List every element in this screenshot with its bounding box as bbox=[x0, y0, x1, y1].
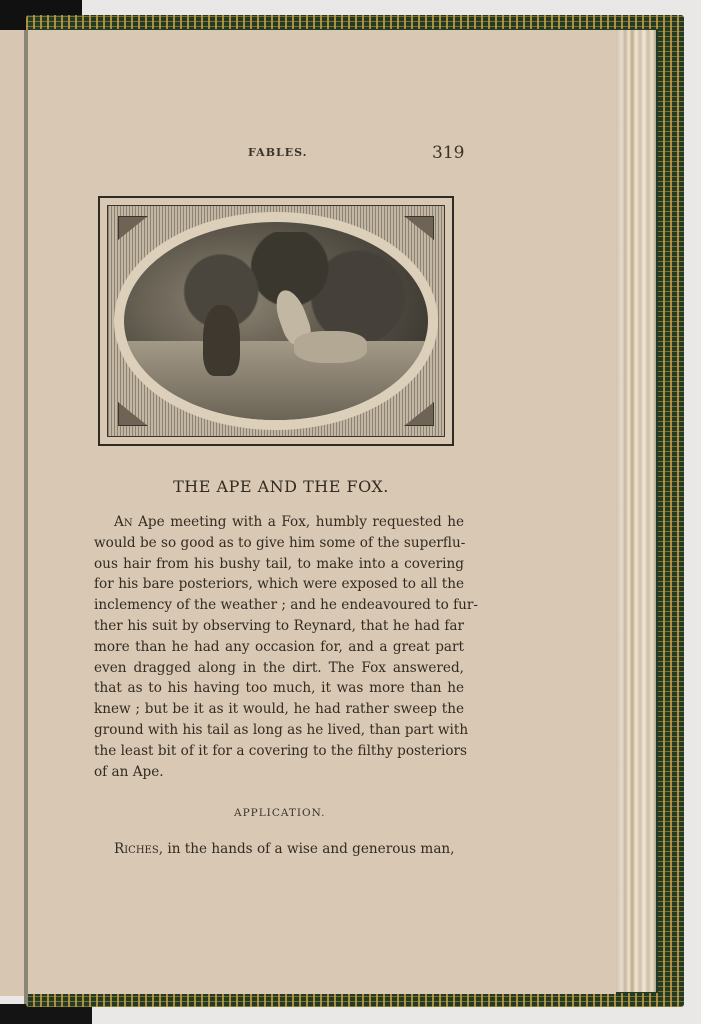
body-line: ous hair from his bushy tail, to make into a covering bbox=[94, 555, 464, 572]
body-line: for his bare posteriors, which were exposed to all the bbox=[94, 576, 464, 593]
body-line: more than he had any occasion for, and a great part bbox=[94, 638, 464, 655]
line-text: Ape meeting with a Fox, humbly requested he bbox=[132, 514, 464, 530]
body-line bbox=[94, 512, 464, 533]
application-text: , in the hands of a wise and generous man, bbox=[158, 841, 455, 857]
body-line: knew ; but be it as it would, he had rather sweep the bbox=[94, 701, 464, 718]
body-line: even dragged along in the dirt. The Fox answered, bbox=[94, 659, 464, 676]
page-number: 319 bbox=[432, 143, 465, 163]
body-line: would be so good as to give him some of the superflu- bbox=[94, 534, 466, 551]
running-head: FABLES. bbox=[248, 146, 308, 159]
body-line: the least bit of it for a covering to the filthy posteriors bbox=[94, 742, 468, 759]
oval-frame bbox=[114, 212, 438, 430]
ground-illustration bbox=[124, 341, 428, 420]
engraving-scene bbox=[124, 222, 428, 420]
application-heading: APPLICATION. bbox=[234, 807, 326, 819]
page-edges bbox=[616, 30, 656, 992]
plate-frame bbox=[107, 205, 445, 437]
body-line: that as to his having too much, it was more than he bbox=[94, 680, 464, 697]
ape-figure-icon bbox=[203, 305, 239, 376]
background-dark-corner-bottom bbox=[0, 1004, 92, 1024]
application-body bbox=[94, 841, 464, 857]
fable-body bbox=[94, 512, 478, 782]
body-line: inclemency of the weather ; and he endeavoured to fur- bbox=[94, 597, 478, 614]
application-lead: Riches bbox=[114, 841, 159, 857]
body-line: of an Ape. bbox=[94, 763, 164, 780]
fable-title: THE APE AND THE FOX. bbox=[173, 477, 389, 496]
fox-figure-icon bbox=[294, 331, 367, 363]
body-line: ther his suit by observing to Reynard, that he had far bbox=[94, 617, 464, 634]
engraving-plate bbox=[98, 196, 454, 446]
body-line: ground with his tail as long as he lived, than part with bbox=[94, 721, 469, 738]
trees-illustration bbox=[139, 232, 413, 351]
drop-lead: An bbox=[114, 514, 133, 530]
